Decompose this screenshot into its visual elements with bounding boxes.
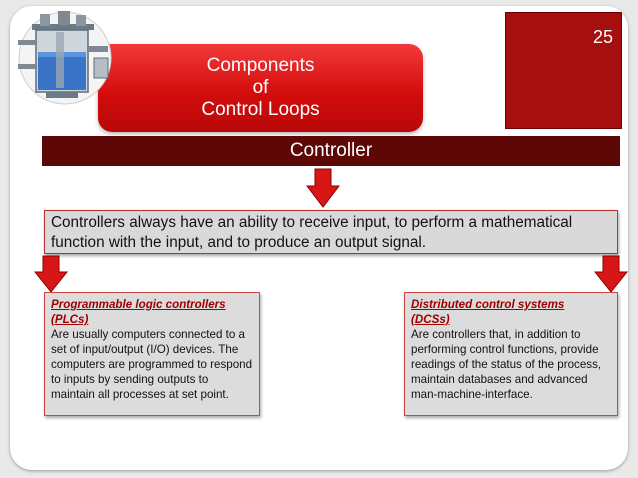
dcs-card-title-line-2: (DCSs) — [411, 313, 450, 326]
title-line-2: of — [252, 77, 269, 98]
title-line-3: Control Loops — [201, 99, 320, 120]
dcs-card-title-line-1: Distributed control systems — [411, 298, 565, 311]
title-line-1: Components — [206, 55, 315, 76]
slide — [10, 6, 628, 470]
section-title: Controller — [289, 140, 373, 161]
plc-card-body: Are usually computers connected to a set of input/output (I/O) devices. The computers are programmed to respond to inputs by sending outputs to maintain all processes at set point. — [51, 328, 253, 401]
section-bar — [42, 136, 620, 166]
dcs-card — [404, 292, 618, 416]
slide-number-box — [505, 12, 622, 129]
plc-card — [44, 292, 260, 416]
definition-box — [44, 210, 618, 254]
plc-card-title-line-1: Programmable logic controllers — [51, 298, 226, 311]
slide-number: 25 — [592, 27, 613, 47]
definition-text: Controllers always have an ability to receive input, to perform a mathematical function with the input, and to produce an output signal. — [51, 214, 573, 251]
arrow-down-icon — [594, 255, 628, 293]
arrow-down-icon — [306, 168, 340, 208]
process-tank-illustration-icon — [10, 6, 120, 106]
arrow-down-icon — [34, 255, 68, 293]
title-box — [98, 44, 423, 132]
plc-card-title-line-2: (PLCs) — [51, 313, 89, 326]
dcs-card-body: Are controllers that, in addition to performing control functions, provide readings of the status of the process, maintain databases and advanced man-machine-interface. — [411, 328, 602, 401]
